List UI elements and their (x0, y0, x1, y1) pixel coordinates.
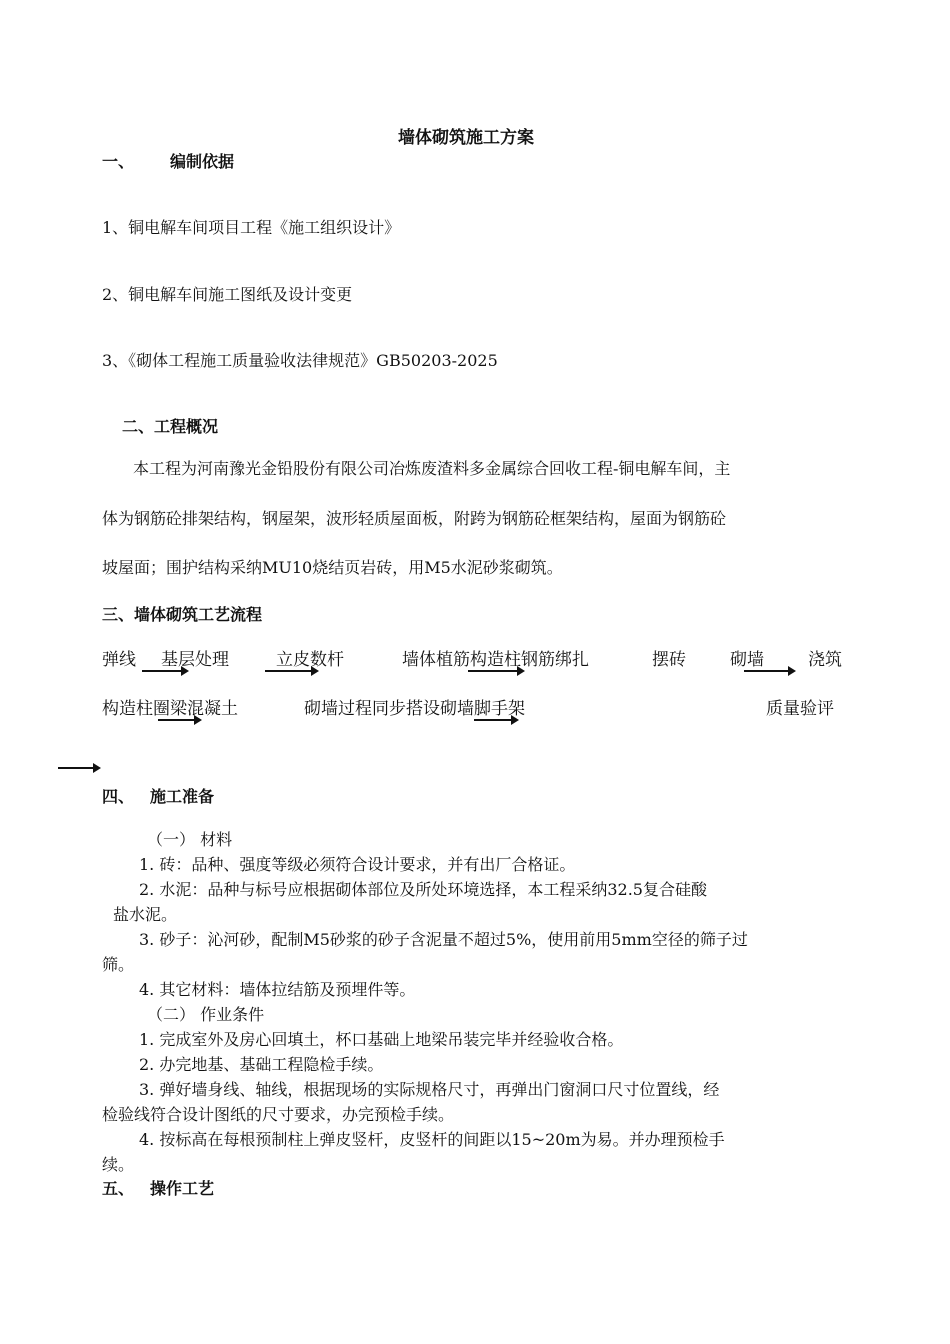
flow-arrow-icon (474, 719, 512, 721)
section-5-number: 五、 (102, 1179, 135, 1198)
section-1-title: 编制依据 (170, 152, 235, 171)
basis-item-1: 1、铜电解车间项目工程《施工组织设计》 (102, 218, 401, 237)
conditions-line-2: 2. 办完地基、基础工程隐检手续。 (139, 1055, 384, 1074)
basis-item-2: 2、铜电解车间施工图纸及设计变更 (102, 285, 353, 304)
overview-line-2: 体为钢筋砼排架结构，钢屋架，波形轻质屋面板，附跨为钢筋砼框架结构，屋面为钢筋砼 (102, 509, 727, 528)
conditions-line-5: 4. 按标高在每根预制柱上弹皮竖杆，皮竖杆的间距以15~20m为易。并办理预检手 (139, 1130, 725, 1149)
conditions-line-1: 1. 完成室外及房心回填土，杯口基础上地梁吊装完毕并经验收合格。 (139, 1030, 624, 1049)
flow-arrow-icon (468, 670, 518, 672)
materials-line-6: 4. 其它材料：墙体拉结筋及预埋件等。 (139, 980, 416, 999)
section-4-number: 四、 (102, 787, 135, 806)
flow-step-7: 浇筑 (808, 650, 842, 670)
flow-step-3: 立皮数杆 (276, 650, 344, 670)
materials-line-1: 1. 砖：品种、强度等级必须符合设计要求，并有出厂合格证。 (139, 855, 576, 874)
conditions-line-4: 检验线符合设计图纸的尺寸要求，办完预检手续。 (102, 1105, 455, 1124)
flow-step-10: 质量验评 (766, 699, 834, 719)
flow-step-5: 摆砖 (652, 650, 686, 670)
flow-arrow-icon (744, 670, 789, 672)
conditions-line-6: 续。 (102, 1155, 135, 1174)
materials-line-3: 盐水泥。 (113, 905, 178, 924)
section-3-heading: 三、墙体砌筑工艺流程 (102, 605, 263, 624)
section-4-title: 施工准备 (150, 787, 215, 806)
materials-line-5: 筛。 (102, 955, 135, 974)
flow-arrow-icon (58, 767, 94, 769)
flow-step-1: 弹线 (102, 650, 136, 670)
flow-step-4: 墙体植筋构造柱钢筋绑扎 (402, 650, 589, 670)
flow-arrow-icon (142, 670, 182, 672)
flow-arrow-icon (265, 670, 312, 672)
page-title: 墙体砌筑施工方案 (398, 128, 534, 148)
flow-step-2: 基层处理 (161, 650, 229, 670)
flow-step-9: 砌墙过程同步搭设砌墙脚手架 (304, 699, 525, 719)
materials-heading: （一） 材料 (147, 830, 233, 849)
section-1-number: 一、 (102, 152, 135, 171)
flow-arrow-icon (158, 719, 195, 721)
conditions-line-3: 3. 弹好墙身线、轴线，根据现场的实际规格尺寸，再弹出门窗洞口尺寸位置线，经 (139, 1080, 720, 1099)
materials-line-4: 3. 砂子：沁河砂，配制M5砂浆的砂子含泥量不超过5%，使用前用5mm空径的筛子过 (139, 930, 748, 949)
overview-line-3: 坡屋面；围护结构采纳MU10烧结页岩砖，用M5水泥砂浆砌筑。 (102, 558, 563, 577)
overview-line-1: 本工程为河南豫光金铅股份有限公司冶炼废渣料多金属综合回收工程-铜电解车间，主 (133, 459, 731, 478)
flow-step-8: 构造柱圈梁混凝土 (102, 699, 238, 719)
section-5-title: 操作工艺 (150, 1179, 215, 1198)
flow-step-6: 砌墙 (730, 650, 764, 670)
materials-line-2: 2. 水泥：品种与标号应根据砌体部位及所处环境选择，本工程采纳32.5复合硅酸 (139, 880, 707, 899)
basis-item-3: 3、《砌体工程施工质量验收法律规范》GB50203-2025 (102, 351, 498, 370)
conditions-heading: （二） 作业条件 (147, 1005, 265, 1024)
section-2-heading: 二、工程概况 (122, 417, 219, 436)
